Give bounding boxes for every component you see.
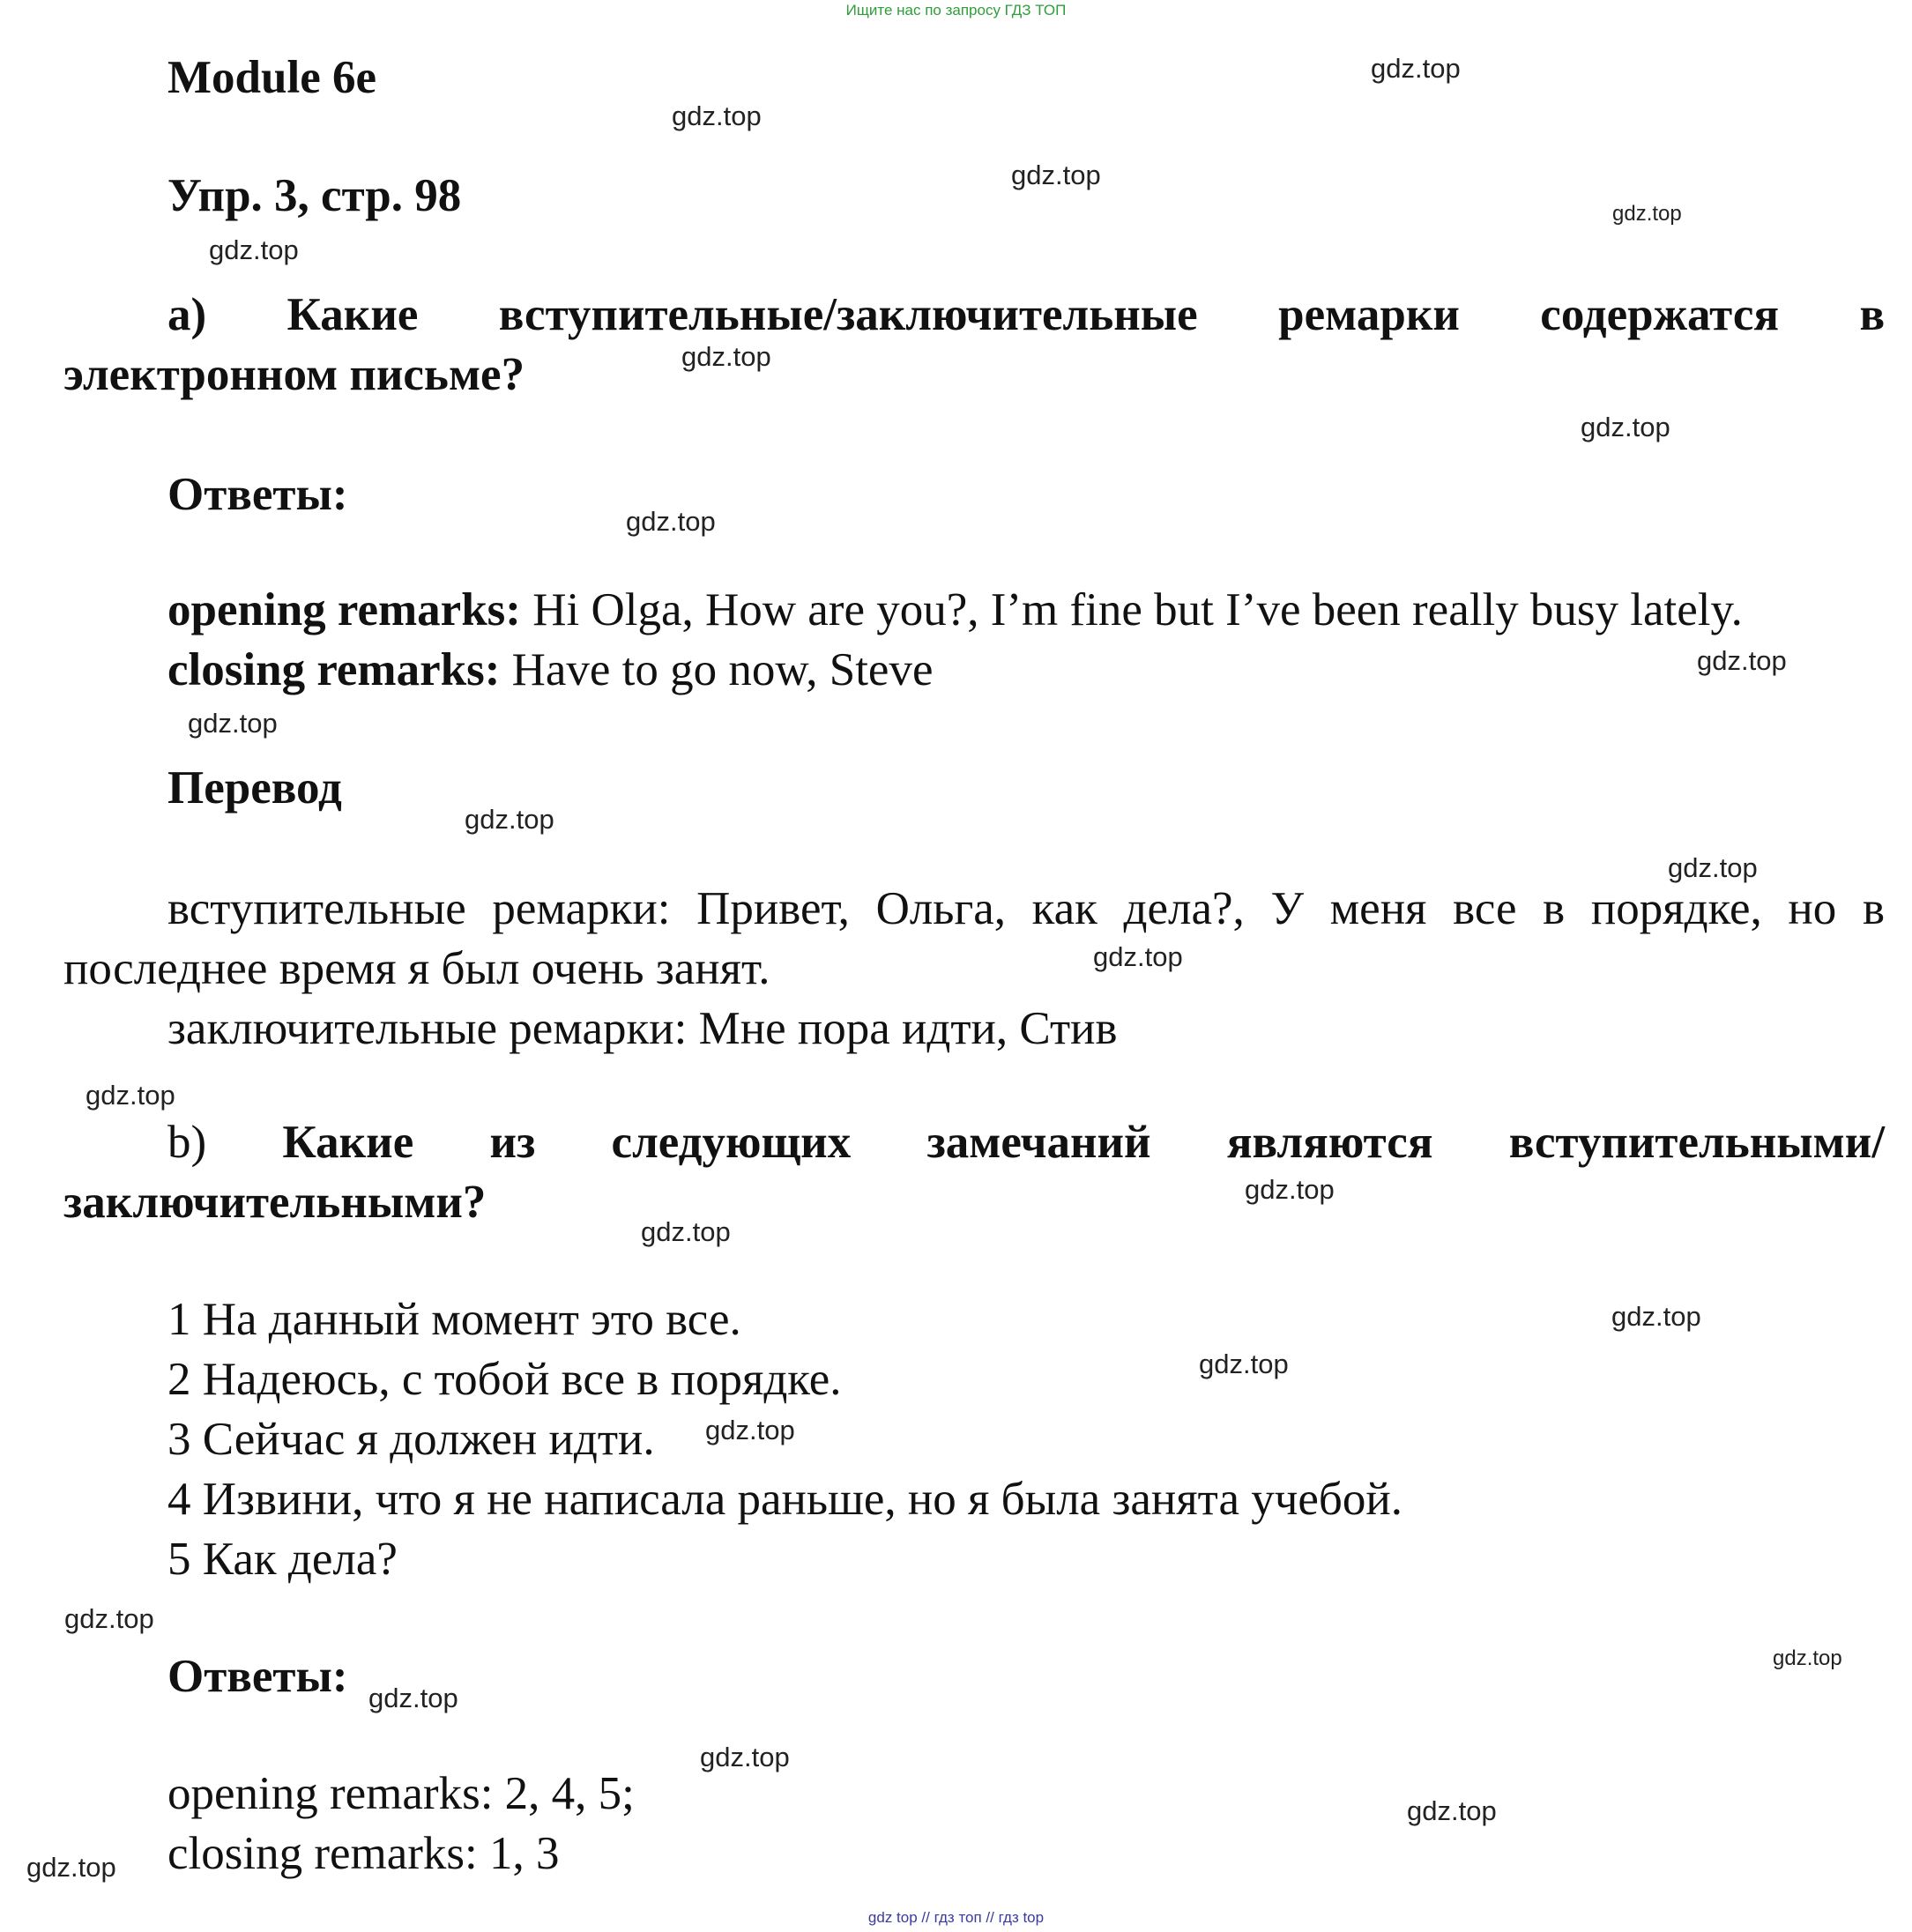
opening-answer-b: opening remarks: 2, 4, 5; (167, 1768, 635, 1819)
watermark: gdz.top (641, 1216, 731, 1247)
watermark: gdz.top (1668, 852, 1758, 883)
question-a-line2: электронном письме? (63, 349, 525, 400)
question-b-line2: заключительными? (63, 1177, 487, 1228)
closing-label: closing remarks: (167, 644, 501, 695)
watermark: gdz.top (26, 1852, 116, 1883)
translation-line1-text: вступительные ремарки: Привет, Ольга, как дела?, У меня все в порядке, но в (167, 883, 1885, 934)
answers-heading-b: Ответы: (167, 1651, 348, 1702)
watermark: gdz.top (1612, 202, 1682, 226)
header-note: Ищите нас по запросу ГДЗ ТОП (845, 2, 1067, 19)
watermark: gdz.top (700, 1742, 790, 1772)
closing-text: Have to go now, Steve (500, 644, 934, 695)
answers-heading-a: Ответы: (167, 469, 348, 520)
module-title: Module 6e (167, 52, 376, 103)
closing-answer-b: closing remarks: 1, 3 (167, 1828, 560, 1879)
watermark: gdz.top (1697, 645, 1787, 676)
q-a-word: ремарки (1278, 289, 1460, 340)
q-b-word: замечаний (926, 1117, 1151, 1168)
q-b-word: вступительными/ (1508, 1117, 1886, 1168)
watermark: gdz.top (681, 341, 771, 372)
watermark: gdz.top (1371, 53, 1461, 84)
watermark: gdz.top (209, 234, 299, 265)
list-item: 1 На данный момент это все. (167, 1294, 741, 1345)
watermark: gdz.top (64, 1603, 154, 1634)
list-item: 4 Извини, что я не написала раньше, но я была занята учебой. (167, 1474, 1402, 1525)
translation-heading: Перевод (167, 762, 342, 814)
watermark: gdz.top (626, 506, 716, 537)
watermark: gdz.top (188, 708, 278, 739)
watermark: gdz.top (1407, 1795, 1497, 1826)
watermark: gdz.top (1011, 160, 1101, 190)
q-a-word: a) (167, 289, 207, 340)
watermark: gdz.top (1581, 412, 1670, 442)
opening-remarks-a (167, 580, 1743, 640)
q-a-word: вступительные/заключительные (498, 289, 1198, 340)
watermark: gdz.top (1245, 1174, 1335, 1205)
q-b-prefix: b) (167, 1117, 207, 1168)
q-a-word: содержатся (1540, 289, 1780, 340)
translation-line2: последнее время я был очень занят. (63, 943, 770, 994)
q-a-word: Какие (286, 289, 419, 340)
watermark: gdz.top (1611, 1301, 1701, 1332)
q-b-word: из (489, 1117, 536, 1168)
watermark: gdz.top (368, 1683, 458, 1713)
watermark: gdz.top (672, 100, 762, 131)
closing-remarks-a (167, 640, 933, 700)
watermark: gdz.top (1093, 941, 1183, 972)
translation-line3: заключительные ремарки: Мне пора идти, Стив (167, 1003, 1118, 1054)
opening-text: Hi Olga, How are you?, I’m fine but I’ve been really busy lately. (520, 584, 1743, 635)
footer-note: gdz top // гдз топ // гдз top (867, 1909, 1045, 1926)
list-item: 2 Надеюсь, с тобой все в порядке. (167, 1354, 842, 1405)
q-b-word: следующих (611, 1117, 852, 1168)
watermark: gdz.top (1199, 1349, 1289, 1379)
question-b-line1 (167, 1112, 1885, 1172)
list-item: 3 Сейчас я должен идти. (167, 1414, 655, 1465)
watermark: gdz.top (86, 1080, 175, 1111)
q-b-word: являются (1226, 1117, 1433, 1168)
watermark: gdz.top (1773, 1646, 1842, 1670)
watermark: gdz.top (465, 804, 554, 835)
opening-label: opening remarks: (167, 584, 521, 635)
question-b-line1-words (167, 1112, 1885, 1172)
exercise-title: Упр. 3, стр. 98 (167, 170, 462, 221)
translation-line1 (167, 879, 1885, 939)
list-item: 5 Как дела? (167, 1534, 398, 1585)
question-a-line1 (167, 285, 1885, 345)
question-a-line1-words (167, 285, 1885, 345)
watermark: gdz.top (705, 1415, 795, 1445)
q-a-word: в (1859, 289, 1886, 340)
q-b-word: Какие (282, 1117, 414, 1168)
